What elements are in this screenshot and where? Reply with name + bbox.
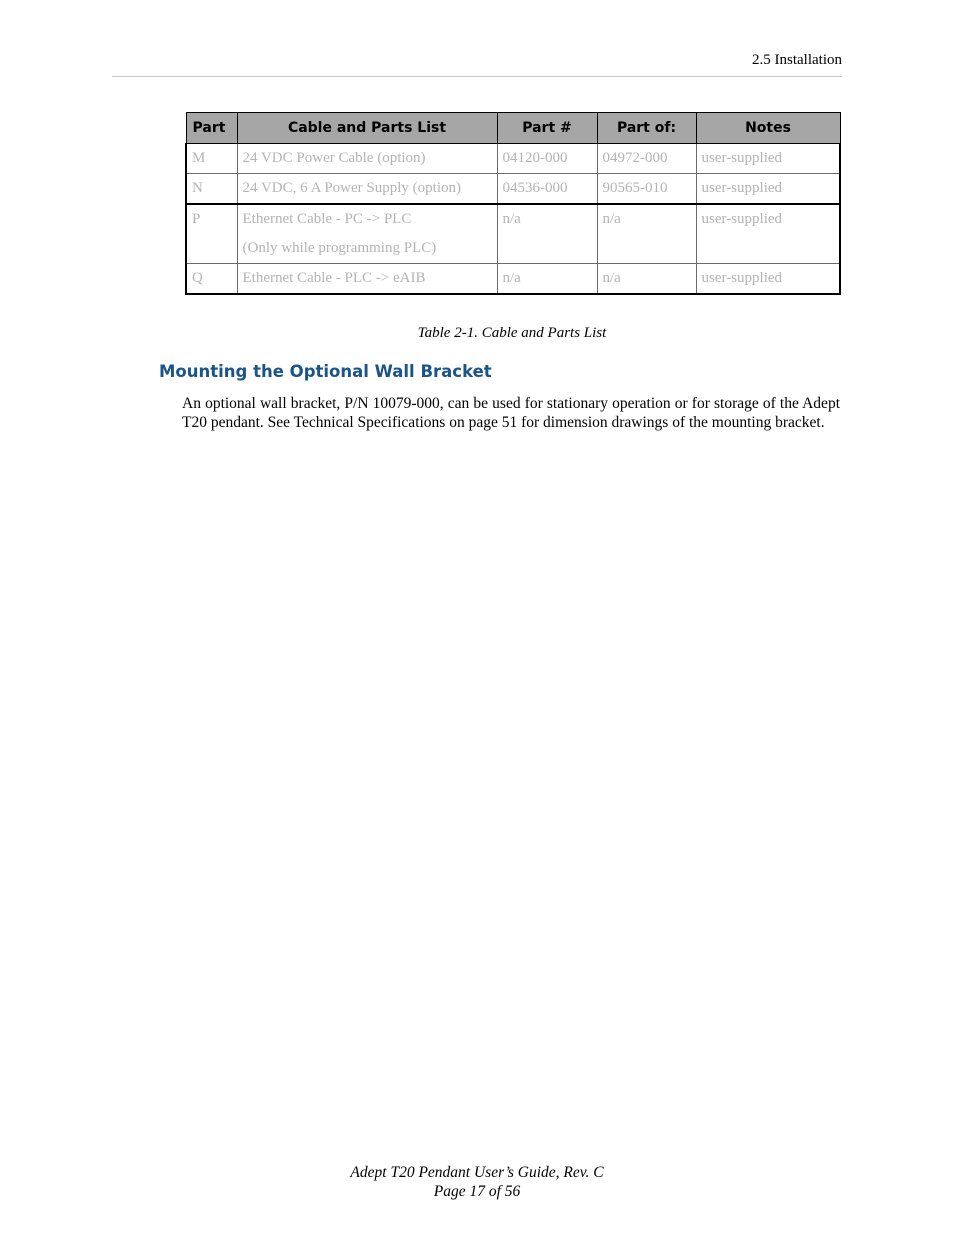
cell-part-number: n/a xyxy=(497,264,597,295)
column-header-part-number: Part # xyxy=(497,113,597,144)
cell-part: M xyxy=(186,144,237,174)
cell-part-number: 04536-000 xyxy=(497,174,597,205)
cell-description: 24 VDC Power Cable (option) xyxy=(237,144,497,174)
cell-notes: user-supplied xyxy=(696,204,840,264)
body-paragraph: An optional wall bracket, P/N 10079-000, can be used for stationary operation or for storage of the Adept T20 pendant. See Technical Specifications on page 51 for dimension drawings of the mounting bracket. xyxy=(182,395,840,431)
cell-description: Ethernet Cable - PLC -> eAIB xyxy=(237,264,497,295)
cell-part-of: n/a xyxy=(597,204,696,264)
column-header-part-of: Part of: xyxy=(597,113,696,144)
cell-notes: user-supplied xyxy=(696,174,840,205)
cell-part-of: 04972-000 xyxy=(597,144,696,174)
cell-part: N xyxy=(186,174,237,205)
column-header-notes: Notes xyxy=(696,113,840,144)
cell-part: Q xyxy=(186,264,237,295)
cell-part-number: 04120-000 xyxy=(497,144,597,174)
cell-description xyxy=(237,204,497,264)
cell-description-line: Ethernet Cable - PC -> PLC xyxy=(242,211,412,227)
page-footer xyxy=(0,1163,954,1201)
table-row xyxy=(186,204,840,264)
cell-description: 24 VDC, 6 A Power Supply (option) xyxy=(237,174,497,205)
footer-guide-title: Adept T20 Pendant User’s Guide, Rev. C xyxy=(350,1164,604,1181)
table-row xyxy=(186,174,840,205)
table-row xyxy=(186,264,840,295)
cell-part-of: n/a xyxy=(597,264,696,295)
table-header-row xyxy=(186,113,840,144)
running-header: 2.5 Installation xyxy=(752,52,842,68)
cell-part-number: n/a xyxy=(497,204,597,264)
footer-page-number: Page 17 of 56 xyxy=(433,1183,521,1200)
cell-part: P xyxy=(186,204,237,264)
column-header-cable-list: Cable and Parts List xyxy=(237,113,497,144)
header-rule xyxy=(112,76,842,77)
table-caption: Table 2-1. Cable and Parts List xyxy=(417,325,607,341)
cable-parts-table xyxy=(185,112,841,295)
table-row xyxy=(186,144,840,174)
cell-part-of: 90565-010 xyxy=(597,174,696,205)
column-header-part: Part xyxy=(186,113,237,144)
section-heading: Mounting the Optional Wall Bracket xyxy=(159,362,492,381)
cell-description-line: (Only while programming PLC) xyxy=(242,240,437,256)
cell-notes: user-supplied xyxy=(696,144,840,174)
cell-notes: user-supplied xyxy=(696,264,840,295)
